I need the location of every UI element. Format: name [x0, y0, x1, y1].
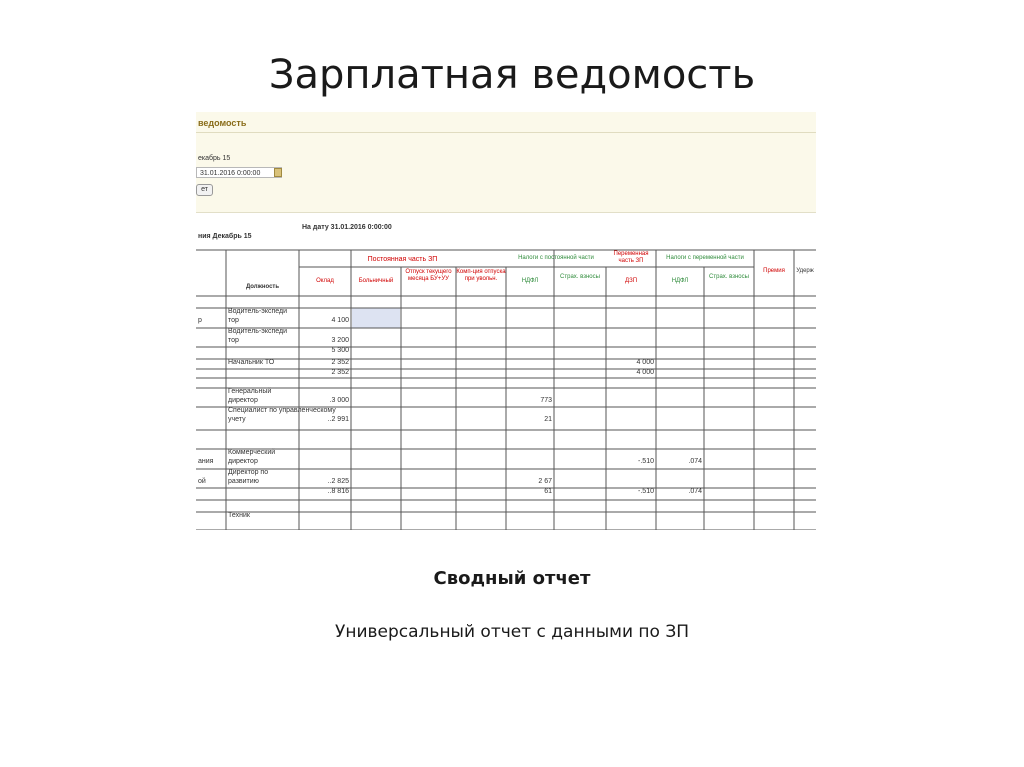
col-taxes-var: Налоги с переменной части: [666, 255, 744, 261]
row-dzp: 4 000: [636, 359, 654, 366]
col-dzp: ДЗП: [625, 278, 637, 284]
col-ndfl2: НДФЛ: [671, 278, 689, 284]
row-dzp: 4 000: [636, 369, 654, 376]
row-salary: ..2 825: [327, 478, 349, 485]
row-dzp: -.510: [638, 458, 654, 465]
row-ndfl: 21: [544, 416, 552, 423]
row-salary: ..2 991: [327, 416, 349, 423]
generate-button[interactable]: ет: [196, 184, 213, 196]
row-position: Техник: [228, 512, 250, 519]
row-salary: .3 000: [329, 397, 349, 404]
col-salary: Оклад: [316, 278, 334, 284]
row-salary: 3 200: [331, 337, 349, 344]
col-vacation: Отпуск текущего месяца БУ+УУ: [405, 269, 452, 282]
row-ndfl2: .074: [688, 458, 702, 465]
row-dzp: -.510: [638, 488, 654, 495]
row-position-2: развитию: [228, 478, 259, 485]
col-insurance2: Страх. взносы: [709, 274, 749, 280]
row-ndfl: 2 67: [538, 478, 552, 485]
row-position: Коммерческий: [228, 449, 276, 456]
row-position: Генеральный: [228, 388, 272, 395]
row-position-2: директор: [228, 458, 258, 465]
col-vacation-comp: Комп-ция отпуска при увольн.: [456, 269, 506, 282]
col-ndfl: НДФЛ: [521, 278, 539, 284]
row-salary: 4 100: [331, 317, 349, 324]
row-salary: 2 352: [331, 359, 349, 366]
row-ndfl: 773: [540, 397, 552, 404]
row-salary: 2 352: [331, 369, 349, 376]
row-position: Директор по: [228, 469, 269, 476]
col-variable: Переменная часть ЗП: [613, 251, 649, 264]
col-sick: Больничный: [358, 278, 394, 284]
row-left-label: ания: [198, 458, 214, 465]
row-ndfl: 61: [544, 488, 552, 495]
report-period: ния Декабрь 15: [198, 233, 252, 240]
row-position: Водитель-экспеди: [228, 308, 287, 315]
date-field[interactable]: 31.01.2016 0:00:00: [196, 167, 282, 178]
col-taxes-perm: Налоги с постоянной части: [518, 255, 594, 261]
col-permanent: Постоянная часть ЗП: [367, 256, 438, 263]
section-subtitle: Сводный отчет: [433, 568, 591, 589]
col-position: Должность: [245, 284, 280, 290]
section-description: Универсальный отчет с данными по ЗП: [335, 622, 689, 642]
row-salary: 5 300: [331, 347, 349, 354]
slide-title: Зарплатная ведомость: [268, 52, 756, 98]
col-insurance: Страх. взносы: [560, 274, 600, 280]
report-screenshot: [196, 112, 816, 530]
row-position-2: тор: [228, 337, 239, 344]
row-left-label: ой: [198, 478, 206, 485]
row-position: Начальник ТО: [228, 359, 275, 366]
row-position-2: учету: [228, 416, 246, 423]
row-position-2: тор: [228, 317, 239, 324]
row-ndfl2: .074: [688, 488, 702, 495]
row-salary: ..8 816: [327, 488, 349, 495]
row-position-2: директор: [228, 397, 258, 404]
row-position: Водитель-экспеди: [228, 328, 287, 335]
row-position: Специалист по управленческому: [228, 407, 336, 414]
col-bonus: Премия: [763, 268, 785, 274]
col-deduction: Удерж: [796, 268, 814, 274]
period-label: екабрь 15: [198, 155, 231, 162]
report-date: На дату 31.01.2016 0:00:00: [302, 224, 392, 231]
row-left-label: р: [198, 317, 202, 324]
form-title: ведомость: [198, 118, 247, 128]
